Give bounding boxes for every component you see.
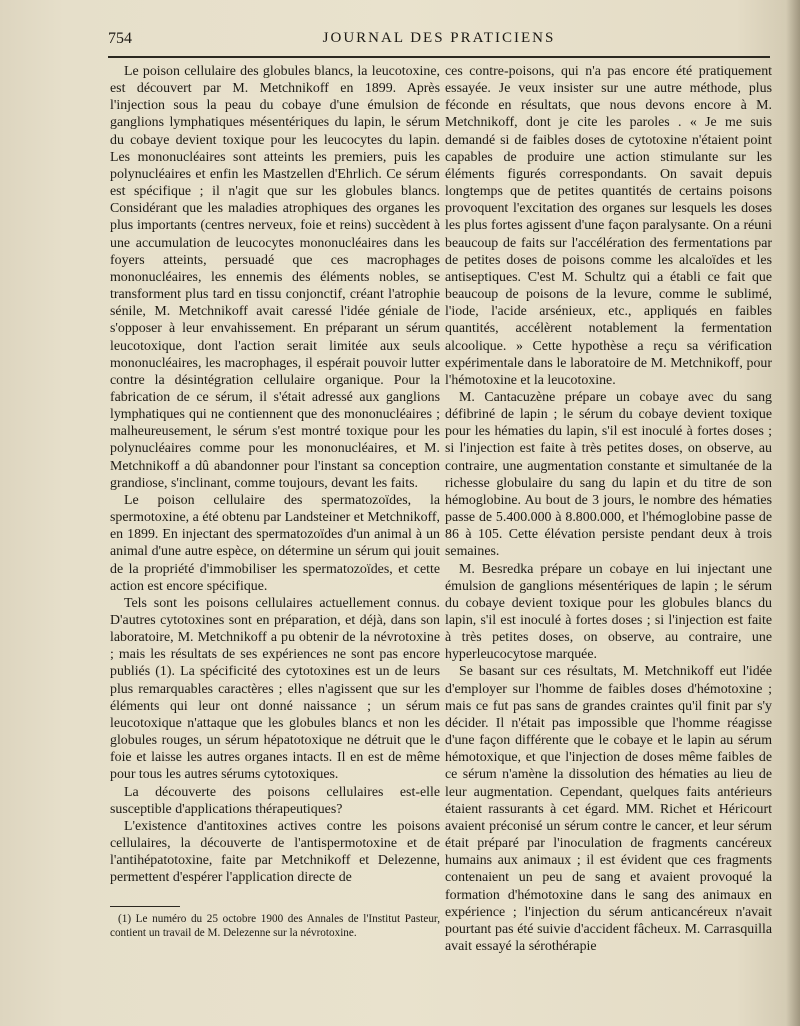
paragraph-leucotoxine: Le poison cellulaire des globules blancs, la leucotoxine, est découvert par M. Metchnikoff en 1899. Après l'injection sous la peau du cobaye d'une émulsion de ganglions lymphatiques mésentériques du lapin, le sérum du cobaye devient toxique pour les leucocytes du lapin. Les mononucléaires sont atteints les premiers, puis les polynucléaires et enfin les Mastzellen d'Ehrlich. Ce sérum est spécifique ; il n'agit que sur les globules blancs. Considérant que les maladies atrophiques des organes les plus importants (centres nerveux, foie et reins) succèdent à une accumulation de leucocytes mononucléaires dans les foyers atteints, persuadé que ces macrophages mononucléaires, les ennemis des éléments nobles, se transforment plus tard en tissu conjonctif, créant l'atrophie sénile, M. Metchnikoff avait caressé l'idée géniale de s'opposer à leur envahissement. En préparant un sérum leucotoxique, dont l'action serait limitée aux seuls mononucléaires, les macrophages, il espérait pouvoir lutter contre la désintégration cellulaire organique. Pour la fabrication de ce sérum, il s'était adressé aux ganglions lymphatiques qui ne contiennent que des mononucléaires ; malheureusement, le sérum s'est montré toxique pour les polynucléaires comme pour les mononucléaires, et M. Metchnikoff a dû abandonner pour l'instant sa conception grandiose, s'inclinant, comme toujours, devant les faits. [110, 64, 440, 491]
right-column [445, 63, 772, 955]
footnote-text: (1) Le numéro du 25 octobre 1900 des Annales de l'Institut Pasteur, contient un travail de M. Delezenne sur la névrotoxine. [110, 913, 440, 939]
paragraph-antitoxines: L'existence d'antitoxines actives contre les poisons cellulaires, la découverte de l'antispermotoxine et de l'antihépatotoxine, faite par Metchnikoff et Delezenne, permettent d'espérer l'application directe de [110, 818, 440, 886]
paragraph-spermotoxine: Le poison cellulaire des spermatozoïdes, la spermotoxine, a été obtenu par Landsteiner et Metchnikoff, en 1899. En injectant des spermatozoïdes d'un animal à un animal d'une autre espèce, on détermine un sérum qui jouit de la propriété d'immobiliser les spermatozoïdes, et cette action est encore spécifique. [110, 492, 440, 594]
journal-title: JOURNAL DES PRATICIENS [322, 30, 556, 46]
paragraph-besredka: M. Besredka prépare un cobaye en lui injectant une émulsion de ganglions mésentériques de lapin ; le sérum du cobaye devient toxique pour les globules blancs du lapin, s'il est inoculé à fortes doses ; si l'injection est faite à très petites doses, on observe, au contraire, une hyperleucocytose marquée. [445, 561, 772, 663]
footnote-rule [110, 906, 180, 907]
page-edge-shadow [786, 0, 800, 1026]
header-rule [108, 56, 770, 58]
paragraph-cantacuzene: M. Cantacuzène prépare un cobaye avec du sang défibriné de lapin ; le sérum du cobaye devient toxique pour les hématies du lapin, s'il est inoculé à fortes doses ; si l'injection est faite à très petites doses, on observe, au contraire, une augmentation constante et simultanée de la richesse globulaire du sang du lapin et du titre de son hémoglobine. Au bout de 3 jours, le nombre des hématies passe de 5.400.000 à 8.800.000, et l'hémoglobine passe de 86 à 105. Cette élévation persiste pendant deux à trois semaines. [445, 389, 772, 560]
footnote [110, 912, 440, 940]
paragraph-continuation: ces contre-poisons, qui n'a pas encore été pratiquement essayée. Je veux insister sur une autre méthode, plus féconde en résultats, que nous devons encore à M. Metchnikoff, dont je cite les paroles . « Je me suis demandé si de faibles doses de cytotoxine n'étaient point capables de produire une action stimulante sur les éléments figurés correspondants. On savait depuis longtemps que de petites quantités de certains poisons provoquent l'excitation des organes sur lesquels les doses les plus fortes agissent d'une façon paralysante. On a réuni beaucoup de faits sur l'accélération des fermentations par de petites doses de poisons comme les alcaloïdes et les antiseptiques. C'est M. Schultz qui a établi ce fait que beaucoup de poisons de la levure, comme le sublimé, l'iode, l'acide arsénieux, etc., appliqués en faibles quantités, accélèrent notablement la fermentation alcoolique. » Cette hypothèse a reçu sa vérification expérimentale dans le laboratoire de M. Metchnikoff, pour l'hémotoxine et la leucotoxine. [445, 64, 772, 388]
page-number: 754 [108, 30, 132, 47]
running-head [108, 28, 770, 52]
left-column [110, 63, 440, 887]
paragraph-metchnikoff-hemotoxine: Se basant sur ces résultats, M. Metchnikoff eut l'idée d'employer sur l'homme de faibles doses d'hémotoxine ; mais ce fut pas sans de grandes craintes qu'il finit par s'y décider. Il n'était pas impossible que l'homme réagisse d'une façon différente que le cobaye et le lapin au sérum hémotoxique, et que l'injection de doses même faibles de ce sérum n'amène la dissolution des hématies au lieu de leur augmentation. Cependant, quelques faits antérieurs étaient rassurants à cet égard. MM. Richet et Héricourt avaient préconisé un sérum contre le cancer, et leur sérum était préparé par l'inoculation de fragments cancéreux humains aux animaux ; il est évident que ces fragments contenaient un peu de sang et avaient provoqué la formation d'hémotoxine dans le sang des animaux en expérience ; l'injection du sérum anticancéreux n'avait pourtant pas été suivie d'accident fâcheux. M. Carrasquilla avait essayé la sérothérapie [445, 664, 772, 954]
paragraph-cytotoxines: Tels sont les poisons cellulaires actuellement connus. D'autres cytotoxines sont en préparation, et déjà, dans son laboratoire, M. Metchnikoff a pu obtenir de la névrotoxine ; mais les résultats de ses expériences ne sont pas encore publiés (1). La spécificité des cytotoxines est un de leurs plus remarquables caractères ; elles n'agissent que sur les éléments qui leur ont donné naissance ; un sérum leucotoxique n'attaque que les globules blancs et non les globules rouges, un sérum hépatotoxique ne détruit que le foie et laisse les autres organes intacts. Il en est de même pour tous les autres sérums cytotoxiques. [110, 595, 440, 783]
paragraph-question: La découverte des poisons cellulaires est-elle susceptible d'applications thérapeutiques? [110, 784, 440, 817]
